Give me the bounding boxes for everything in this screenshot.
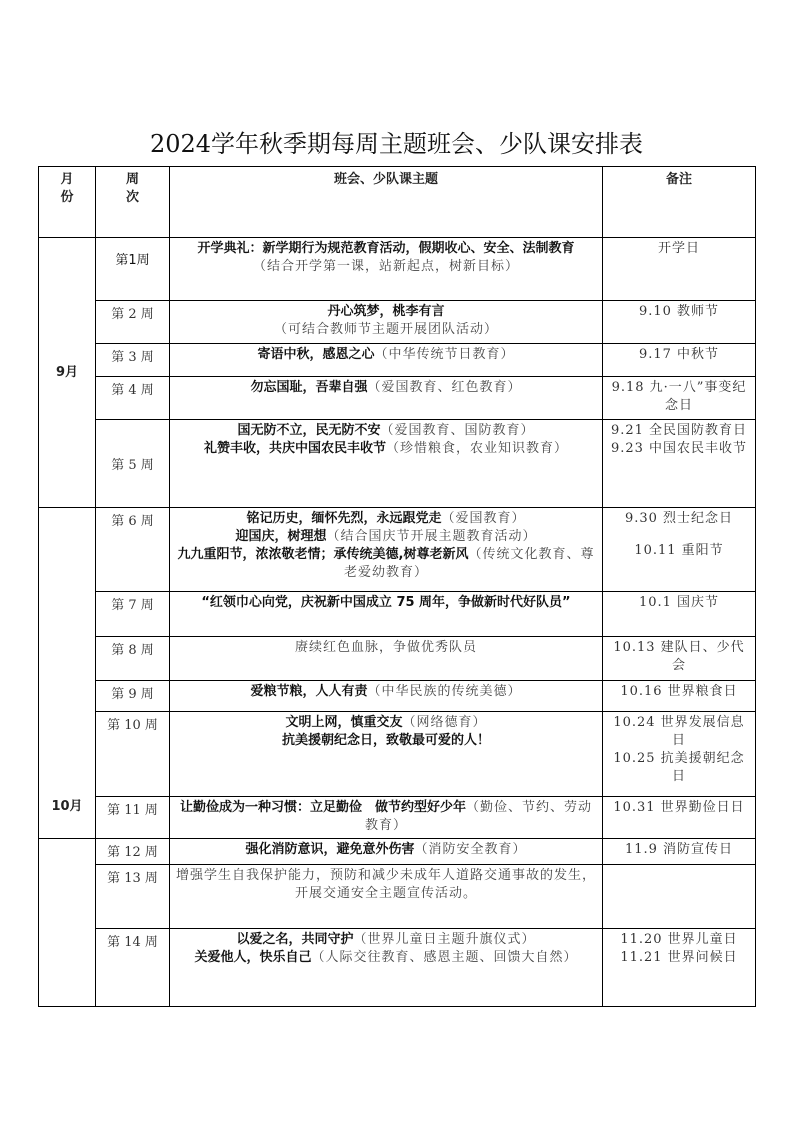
topic-cell xyxy=(170,508,603,592)
note-line: 10.11 重阳节 xyxy=(634,543,724,558)
topic-cell xyxy=(170,637,603,681)
week-label: 第 9 周 xyxy=(96,681,170,712)
note-cell xyxy=(603,592,756,637)
note-cell xyxy=(603,508,756,592)
header-month xyxy=(39,167,96,238)
note-cell-empty xyxy=(603,865,756,929)
table-row xyxy=(39,681,756,712)
topic-note: （爱国教育） xyxy=(441,511,526,526)
week-label: 第 7 周 xyxy=(96,592,170,637)
note-line: 10.31 世界勤俭日日 xyxy=(613,800,745,815)
header-row xyxy=(39,167,756,238)
table-row xyxy=(39,377,756,420)
topic-note: （中华传统节日教育） xyxy=(374,347,515,362)
topic-bold: 九九重阳节，浓浓敬老情；承传统美德,树尊老新风 xyxy=(177,547,469,562)
topic-bold: 文明上网，慎重交友 xyxy=(285,715,403,730)
topic-note: （结合国庆节开展主题教育活动） xyxy=(326,529,537,544)
note-cell xyxy=(603,637,756,681)
week-label: 第 4 周 xyxy=(96,377,170,420)
table-row xyxy=(39,508,756,592)
week-label: 第 14 周 xyxy=(96,929,170,1007)
table-row xyxy=(39,344,756,377)
note-line: 9.23 中国农民丰收节 xyxy=(610,441,748,456)
topic-cell xyxy=(170,839,603,865)
table-row xyxy=(39,712,756,797)
topic-note: （消防安全教育） xyxy=(414,842,527,857)
note-line: 9.10 教师节 xyxy=(638,304,720,319)
note-line: 10.25 抗美援朝纪念日 xyxy=(613,751,745,784)
note-cell xyxy=(603,712,756,797)
topic-bold: 礼赞丰收，共庆中国农民丰收节 xyxy=(203,441,386,456)
header-topic: 班会、少队课主题 xyxy=(170,167,603,238)
note-line: 11.9 消防宣传日 xyxy=(624,842,734,857)
week-label: 第 12 周 xyxy=(96,839,170,865)
topic-cell xyxy=(170,238,603,301)
note-line: 9.21 全民国防教育日 xyxy=(610,423,748,438)
schedule-table xyxy=(38,166,756,1007)
topic-bold: 关爱他人，快乐自己 xyxy=(194,950,312,965)
topic-cell xyxy=(170,301,603,344)
note-line: 9.17 中秋节 xyxy=(638,347,720,362)
table-row xyxy=(39,865,756,929)
topic-bold: 爱粮节粮，人人有责 xyxy=(250,684,368,699)
topic-bold: 迎国庆，树理想 xyxy=(235,529,327,544)
note-line: 10.16 世界粮食日 xyxy=(620,684,738,699)
week-label: 第 8 周 xyxy=(96,637,170,681)
month-cell-october xyxy=(39,508,96,839)
note-line: 10.13 建队日、少代会 xyxy=(613,640,745,673)
header-week xyxy=(96,167,170,238)
topic-cell xyxy=(170,681,603,712)
table-row xyxy=(39,592,756,637)
note-cell xyxy=(603,344,756,377)
note-line: 11.20 世界儿童日 xyxy=(620,932,738,947)
table-row xyxy=(39,238,756,301)
topic-note: （世界儿童日主题升旗仪式） xyxy=(353,932,536,947)
note-cell xyxy=(603,420,756,508)
week-label: 第 3 周 xyxy=(96,344,170,377)
topic-cell xyxy=(170,377,603,420)
topic-note: （人际交往教育、感恩主题、回馈大自然） xyxy=(311,950,578,965)
topic-note: 增强学生自我保护能力，预防和减少未成年人道路交通事故的发生，开展交通安全主题宣传活动。 xyxy=(175,868,596,901)
month-cell-november xyxy=(39,839,96,1007)
note-cell xyxy=(603,301,756,344)
topic-note: （勤俭、节约、劳动教育） xyxy=(364,800,593,833)
week-label: 第 11 周 xyxy=(96,797,170,839)
note-line: 10.1 国庆节 xyxy=(638,595,720,610)
week-label: 第1周 xyxy=(96,238,170,301)
header-week-line2: 次 xyxy=(125,190,139,205)
topic-bold: 铭记历史，缅怀先烈，永远跟党走 xyxy=(246,511,442,526)
topic-note: （传统文化教育、尊老爱幼教育） xyxy=(343,547,595,580)
topic-note: （结合开学第一课，站新起点，树新目标） xyxy=(252,259,519,274)
week-label: 第 5 周 xyxy=(96,420,170,508)
topic-cell xyxy=(170,865,603,929)
topic-cell xyxy=(170,592,603,637)
week-label: 第 2 周 xyxy=(96,301,170,344)
note-cell xyxy=(603,929,756,1007)
table-row xyxy=(39,420,756,508)
topic-bold: “红领巾心向党，庆祝新中国成立 75 周年，争做新时代好队员” xyxy=(201,595,571,610)
note-line: 9.30 烈士纪念日 xyxy=(624,511,734,526)
topic-note: （爱国教育、国防教育） xyxy=(380,423,535,438)
topic-note: （可结合教师节主题开展团队活动） xyxy=(273,322,498,337)
topic-bold: 抗美援朝纪念日，致敬最可爱的人！ xyxy=(281,733,490,748)
topic-cell xyxy=(170,420,603,508)
topic-bold: 国无防不立，民无防不安 xyxy=(237,423,381,438)
week-label: 第 10 周 xyxy=(96,712,170,797)
header-week-line1: 周 xyxy=(125,172,139,187)
header-month-line1: 月 xyxy=(60,172,74,187)
note-cell xyxy=(603,377,756,420)
topic-note: （爱国教育、红色教育） xyxy=(367,380,522,395)
topic-bold: 勿忘国耻，吾辈自强 xyxy=(250,380,368,395)
note-cell xyxy=(603,681,756,712)
note-line: 9.18 九·一八”事变纪念日 xyxy=(611,380,747,413)
topic-note: （网络德育） xyxy=(402,715,487,730)
header-month-line2: 份 xyxy=(60,190,74,205)
note-cell xyxy=(603,238,756,301)
topic-cell xyxy=(170,712,603,797)
week-label: 第 13 周 xyxy=(96,865,170,929)
month-cell-september: 9月 xyxy=(39,238,96,508)
topic-bold: 丹心筑梦，桃李有言 xyxy=(327,304,445,319)
note-line: 11.21 世界问候日 xyxy=(620,950,738,965)
topic-bold: 开学典礼：新学期行为规范教育活动，假期收心、安全、法制教育 xyxy=(197,241,575,256)
topic-note: （珍惜粮食，农业知识教育） xyxy=(386,441,569,456)
table-row xyxy=(39,637,756,681)
week-label: 第 6 周 xyxy=(96,508,170,592)
note-line: 10.24 世界发展信息日 xyxy=(613,715,745,748)
note-cell xyxy=(603,839,756,865)
topic-cell xyxy=(170,929,603,1007)
topic-note: 赓续红色血脉，争做优秀队员 xyxy=(294,640,477,655)
topic-note: （中华民族的传统美德） xyxy=(367,684,522,699)
table-row xyxy=(39,301,756,344)
table-row xyxy=(39,929,756,1007)
topic-bold: 以爱之名，共同守护 xyxy=(236,932,354,947)
table-row xyxy=(39,839,756,865)
month-label-october: 10月 xyxy=(51,799,83,814)
header-note: 备注 xyxy=(603,167,756,238)
note-cell xyxy=(603,797,756,839)
topic-cell xyxy=(170,344,603,377)
topic-bold: 寄语中秋，感恩之心 xyxy=(257,347,375,362)
table-row xyxy=(39,797,756,839)
topic-bold: 强化消防意识，避免意外伤害 xyxy=(245,842,415,857)
topic-cell xyxy=(170,797,603,839)
topic-bold: 让勤俭成为一种习惯：立足勤俭 做节约型好少年 xyxy=(179,800,466,815)
note-line: 开学日 xyxy=(657,241,700,256)
document-title: 2024学年秋季期每周主题班会、少队课安排表 xyxy=(149,130,644,158)
